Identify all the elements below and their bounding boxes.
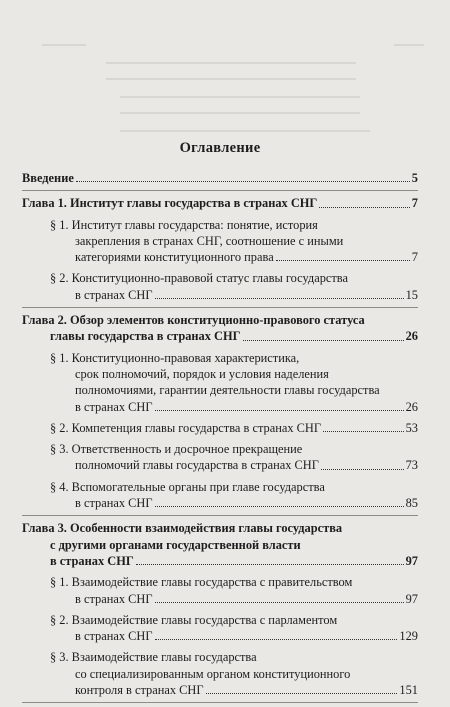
dot-leader — [76, 181, 410, 182]
toc-entry-text: Глава 2. Обзор элементов конституционно-правового статуса — [22, 313, 365, 328]
toc-section-1-1 — [22, 233, 418, 249]
toc-section-2-3[interactable] — [22, 457, 418, 473]
toc-entry-text: Введение — [22, 171, 74, 185]
toc-body — [22, 195, 418, 703]
toc-entry-text: § 2. Конституционно-правовой статус главы государства — [50, 271, 348, 286]
page-number: 151 — [399, 683, 418, 698]
toc-section-1-2 — [22, 270, 418, 286]
page-number: 85 — [405, 496, 418, 511]
toc-chapter-3[interactable] — [22, 553, 418, 569]
dot-leader — [155, 410, 404, 411]
toc-section-2-1 — [22, 366, 418, 382]
dot-leader — [155, 506, 404, 507]
dot-leader — [206, 693, 398, 694]
toc-chapter-2 — [22, 312, 418, 328]
toc-entry-text: § 1. Конституционно-правовая характеристика, — [50, 350, 300, 365]
toc-entry-text: контроля в странах СНГ — [75, 683, 204, 698]
toc-entry-intro[interactable] — [22, 170, 418, 186]
toc-section-3-1 — [22, 574, 418, 590]
dot-leader — [319, 207, 409, 208]
toc-entry-text: в странах СНГ — [50, 553, 134, 568]
toc-title: Оглавление — [179, 140, 261, 156]
toc-entry-text: с другими органами государственной власти — [50, 537, 301, 552]
dot-leader — [276, 260, 410, 261]
dot-leader — [243, 340, 404, 341]
page-number: 129 — [399, 629, 418, 644]
page-number: 15 — [405, 287, 418, 302]
toc-section-2-1 — [22, 350, 418, 366]
toc-section-2-4[interactable] — [22, 495, 418, 511]
page-number: 97 — [405, 553, 418, 568]
page-number: 5 — [411, 171, 418, 185]
toc-chapter-1[interactable] — [22, 195, 418, 211]
toc-entry-text: § 2. Компетенция главы государства в странах СНГ — [50, 420, 322, 435]
toc-entry-text: Глава 3. Особенности взаимодействия главы государства — [22, 521, 343, 536]
divider — [22, 190, 418, 191]
toc-section-3-3[interactable] — [22, 682, 418, 698]
page-number: 26 — [405, 399, 418, 414]
dot-leader — [155, 602, 404, 603]
page-number: 53 — [405, 420, 418, 435]
toc-section-3-1[interactable] — [22, 591, 418, 607]
toc-entry-text: полномочий главы государства в странах СНГ — [75, 458, 319, 473]
table-of-contents — [22, 128, 418, 707]
toc-section-1-1 — [22, 217, 418, 233]
toc-entry-text: в странах СНГ — [75, 591, 153, 606]
page-number: 7 — [411, 196, 418, 211]
toc-section-2-1[interactable] — [22, 399, 418, 415]
dot-leader — [155, 639, 398, 640]
toc-chapter-3 — [22, 520, 418, 536]
toc-entry-text: полномочиями, гарантии деятельности главы государства — [75, 383, 380, 398]
toc-entry-text: в странах СНГ — [75, 629, 153, 644]
dot-leader — [155, 298, 404, 299]
toc-section-3-2[interactable] — [22, 628, 418, 644]
toc-entry-text: § 3. Ответственность и досрочное прекращение — [50, 442, 303, 457]
toc-section-2-2[interactable] — [22, 420, 418, 436]
toc-section-2-4 — [22, 479, 418, 495]
toc-entry-text: закрепления в странах СНГ, соотношение с иными — [75, 233, 344, 248]
toc-entry-text: в странах СНГ — [75, 287, 153, 302]
toc-entry-text: в странах СНГ — [75, 399, 153, 414]
toc-section-2-1 — [22, 382, 418, 398]
toc-entry-text: § 1. Институт главы государства: понятие, история — [50, 217, 318, 232]
toc-section-3-3 — [22, 649, 418, 665]
dot-leader — [323, 431, 404, 432]
toc-section-3-3 — [22, 666, 418, 682]
toc-entry-text: категориями конституционного права — [75, 250, 274, 265]
divider — [22, 307, 418, 308]
toc-entry-text: Глава 1. Институт главы государства в странах СНГ — [22, 196, 318, 211]
toc-entry-text: § 3. Взаимодействие главы государства — [50, 650, 257, 665]
toc-entry-text: главы государства в странах СНГ — [50, 329, 241, 344]
toc-section-3-2 — [22, 612, 418, 628]
toc-chapter-3 — [22, 537, 418, 553]
dot-leader — [321, 469, 404, 470]
toc-section-2-3 — [22, 441, 418, 457]
page-number: 7 — [411, 250, 418, 265]
page-number: 73 — [405, 458, 418, 473]
toc-entry-text: § 1. Взаимодействие главы государства с правительством — [50, 575, 353, 590]
divider — [22, 702, 418, 703]
toc-entry-text: срок полномочий, порядок и условия наделения — [75, 366, 329, 381]
dot-leader — [136, 564, 404, 565]
page-number: 97 — [405, 591, 418, 606]
divider — [22, 515, 418, 516]
toc-entry-text: в странах СНГ — [75, 496, 153, 511]
toc-chapter-2[interactable] — [22, 328, 418, 344]
toc-entry-text: § 2. Взаимодействие главы государства с парламентом — [50, 612, 338, 627]
page-number: 26 — [405, 329, 418, 344]
toc-section-1-1[interactable] — [22, 249, 418, 265]
toc-entry-text: со специализированным органом конституционного — [75, 666, 351, 681]
toc-section-1-2[interactable] — [22, 287, 418, 303]
toc-entry-text: § 4. Вспомогательные органы при главе государства — [50, 479, 325, 494]
